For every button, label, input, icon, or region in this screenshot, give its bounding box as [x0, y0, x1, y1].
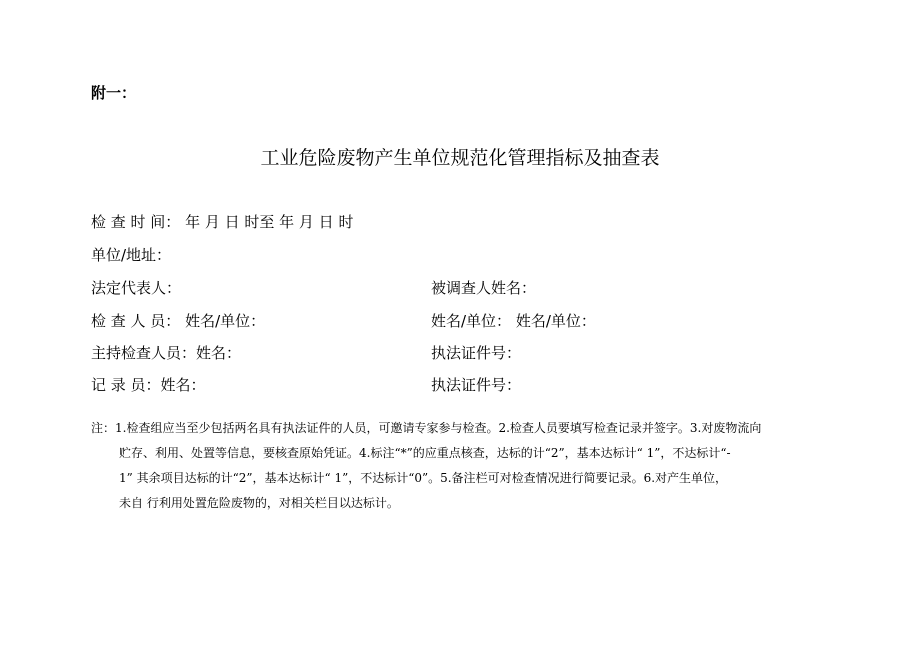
- unit-address-field: 单位/地址：: [91, 246, 172, 264]
- note-line: 未自 行利用处置危险废物的，对相关栏目以达标计。: [119, 496, 399, 510]
- appendix-label: 附一：: [91, 84, 137, 102]
- inspectors-field: 检 查 人 员： 姓名/单位：: [91, 312, 266, 330]
- inspection-time-field: 检 查 时 间： 年 月 日 时至 年 月 日 时: [91, 213, 354, 231]
- certificate-number-field-1: 执法证件号：: [431, 344, 522, 362]
- host-inspector-field: 主持检查人员：姓名：: [91, 344, 242, 362]
- notes-block: [91, 416, 833, 516]
- inspectors-name-unit-field: 姓名/单位： 姓名/单位：: [431, 312, 596, 330]
- document-title: 工业危险废物产生单位规范化管理指标及抽查表: [260, 147, 660, 169]
- certificate-number-field-2: 执法证件号：: [431, 376, 522, 394]
- recorder-field: 记 录 员：姓名：: [91, 376, 206, 394]
- respondent-name-field: 被调查人姓名：: [431, 279, 537, 297]
- note-line: 贮存、利用、处置等信息，要核查原始凭证。4.标注“*”的应重点核查，达标的计“2”，基本达标计“ 1”，不达标计“-: [119, 446, 731, 460]
- legal-representative-field: 法定代表人：: [91, 279, 182, 297]
- note-line: 注：1.检查组应当至少包括两名具有执法证件的人员，可邀请专家参与检查。2.检查人员要填写检查记录并签字。3.对废物流向: [91, 421, 762, 435]
- note-line: 1” 其余项目达标的计“2”，基本达标计“ 1”，不达标计“0”。5.备注栏可对检查情况进行简要记录。6.对产生单位，: [119, 471, 728, 485]
